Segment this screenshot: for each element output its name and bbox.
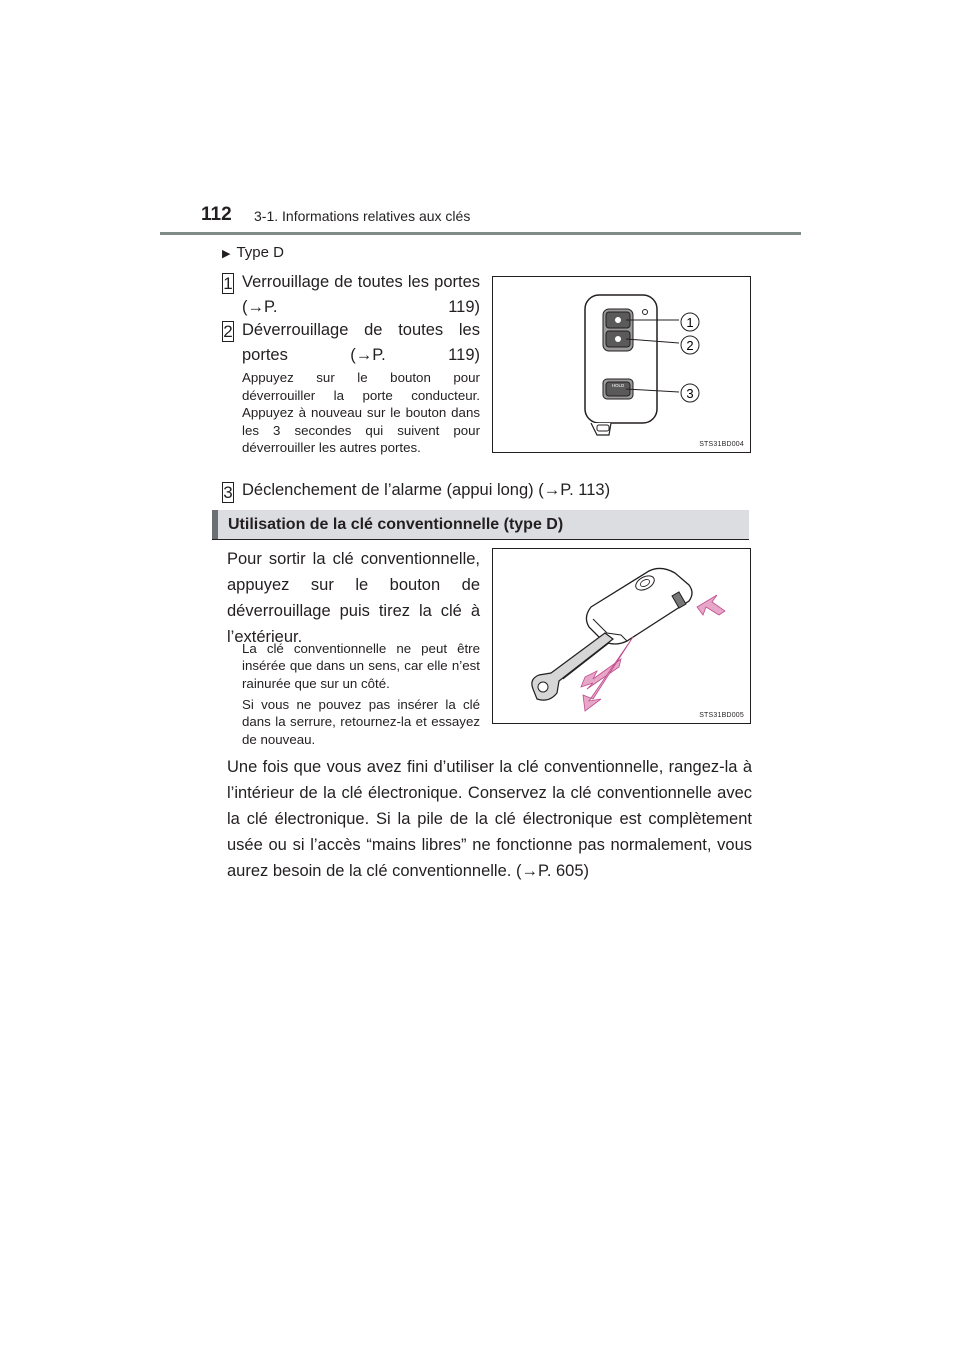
item-number-1: 1 [223,274,233,293]
intro-text: Pour sortir la clé conventionnelle, appuyez sur le bouton de déverrouillage puis tirez la clé à l’extérieur. [227,550,480,646]
section-heading: Utilisation de la clé conventionnelle (type D) [212,510,749,539]
closing-paragraph: Une fois que vous avez fini d’utiliser la clé conventionnelle, rangez-la à l’intérieur de la clé électronique. Conservez la clé conventionnelle avec la clé électronique. Si la pile de la clé électronique est complètement usée ou si l’accès “mains libres” ne fonctionne pas normalement, vous aurez besoin de la clé conventionnelle. (→P. 605) [227,758,752,880]
figure-1-code: STS31BD004 [699,441,744,448]
note-2: Si vous ne pouvez pas insérer la clé dans la serrure, retournez-la et essayez de nouveau. [242,697,480,747]
item-2-note: Appuyez sur le bouton pour déverrouiller la porte conducteur. Appuyez à nouveau sur le bouton dans les 3 secondes qui suivent pour déverrouiller les autres portes. [242,370,480,456]
smart-key-illustration [493,277,750,452]
mechanical-key-figure [492,548,751,724]
figure-2-code: STS31BD005 [699,712,744,719]
note-1: La clé conventionnelle ne peut être insérée que dans un sens, car elle n’est rainurée que sur un côté. [242,641,480,691]
item-2-text: Déverrouillage de toutes les portes (→P. 119) [242,321,480,364]
item-1-text: Verrouillage de toutes les portes (→P. 119) [242,273,480,316]
callout-2: 2 [686,338,694,353]
type-label [222,244,284,261]
header-rule [160,232,801,235]
section-title: 3-1. Informations relatives aux clés [254,208,471,224]
hold-label: HOLD [611,383,625,388]
triangle-bullet-icon: ▶ [222,248,231,260]
page-number: 112 [201,204,232,225]
item-number-2: 2 [223,322,233,341]
smart-key-figure [492,276,751,453]
heading-rule [212,539,749,540]
mechanical-key-illustration [493,549,750,723]
callout-3: 3 [686,386,694,401]
type-label-text: Type D [236,244,284,261]
callout-1: 1 [686,315,694,330]
item-3-text: Déclenchement de l’alarme (appui long) (→P. 113) [242,481,611,499]
item-number-3: 3 [223,483,233,502]
